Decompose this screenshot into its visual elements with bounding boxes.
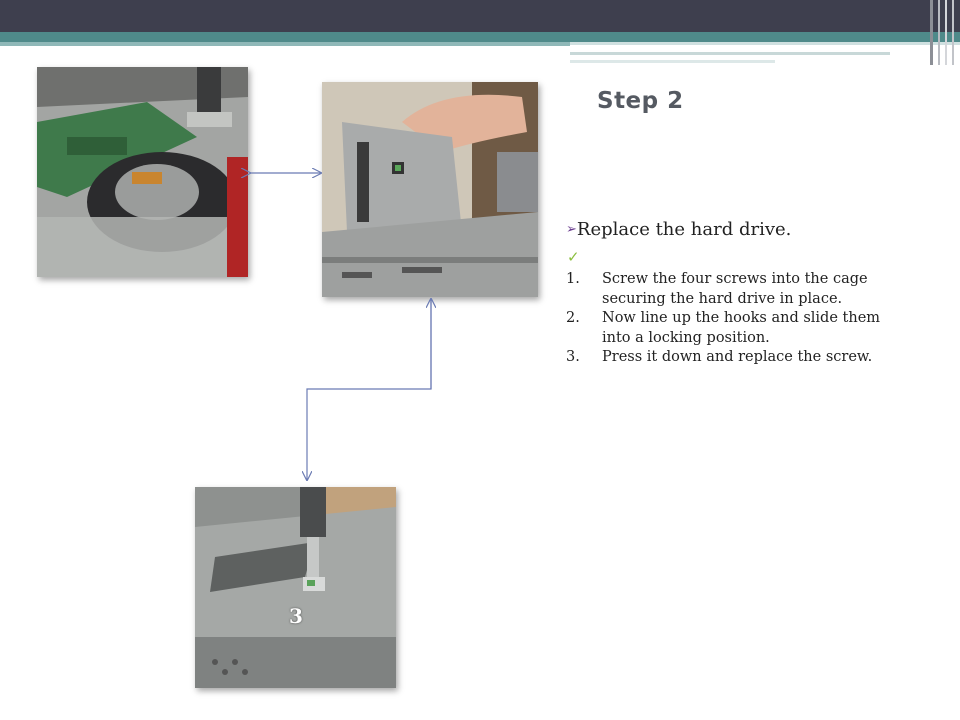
arrow-bullet-icon: ➢ (566, 222, 577, 237)
slide-title: Step 2 (597, 88, 684, 114)
header-banner (0, 0, 960, 70)
list-item (566, 348, 906, 368)
step-number: 2. (566, 310, 580, 326)
photo-screw-cage (195, 487, 396, 688)
step-number: 3. (566, 349, 580, 365)
step-text: Now line up the hooks and slide them into a locking position. (602, 310, 881, 346)
step-text: Press it down and replace the screw. (602, 349, 873, 365)
step-number: 1. (566, 271, 580, 287)
photo-drive-cage-install (322, 82, 538, 297)
list-item (566, 270, 906, 309)
step-list (566, 270, 906, 368)
photo-hard-drive (37, 67, 248, 277)
list-item (566, 309, 906, 348)
photo-step-number: 3 (289, 604, 303, 628)
checkmark-icon: ✓ (567, 248, 580, 266)
main-bullet (566, 219, 791, 240)
step-text: Screw the four screws into the cage securing the hard drive in place. (602, 271, 868, 307)
main-bullet-text: Replace the hard drive. (576, 219, 792, 240)
